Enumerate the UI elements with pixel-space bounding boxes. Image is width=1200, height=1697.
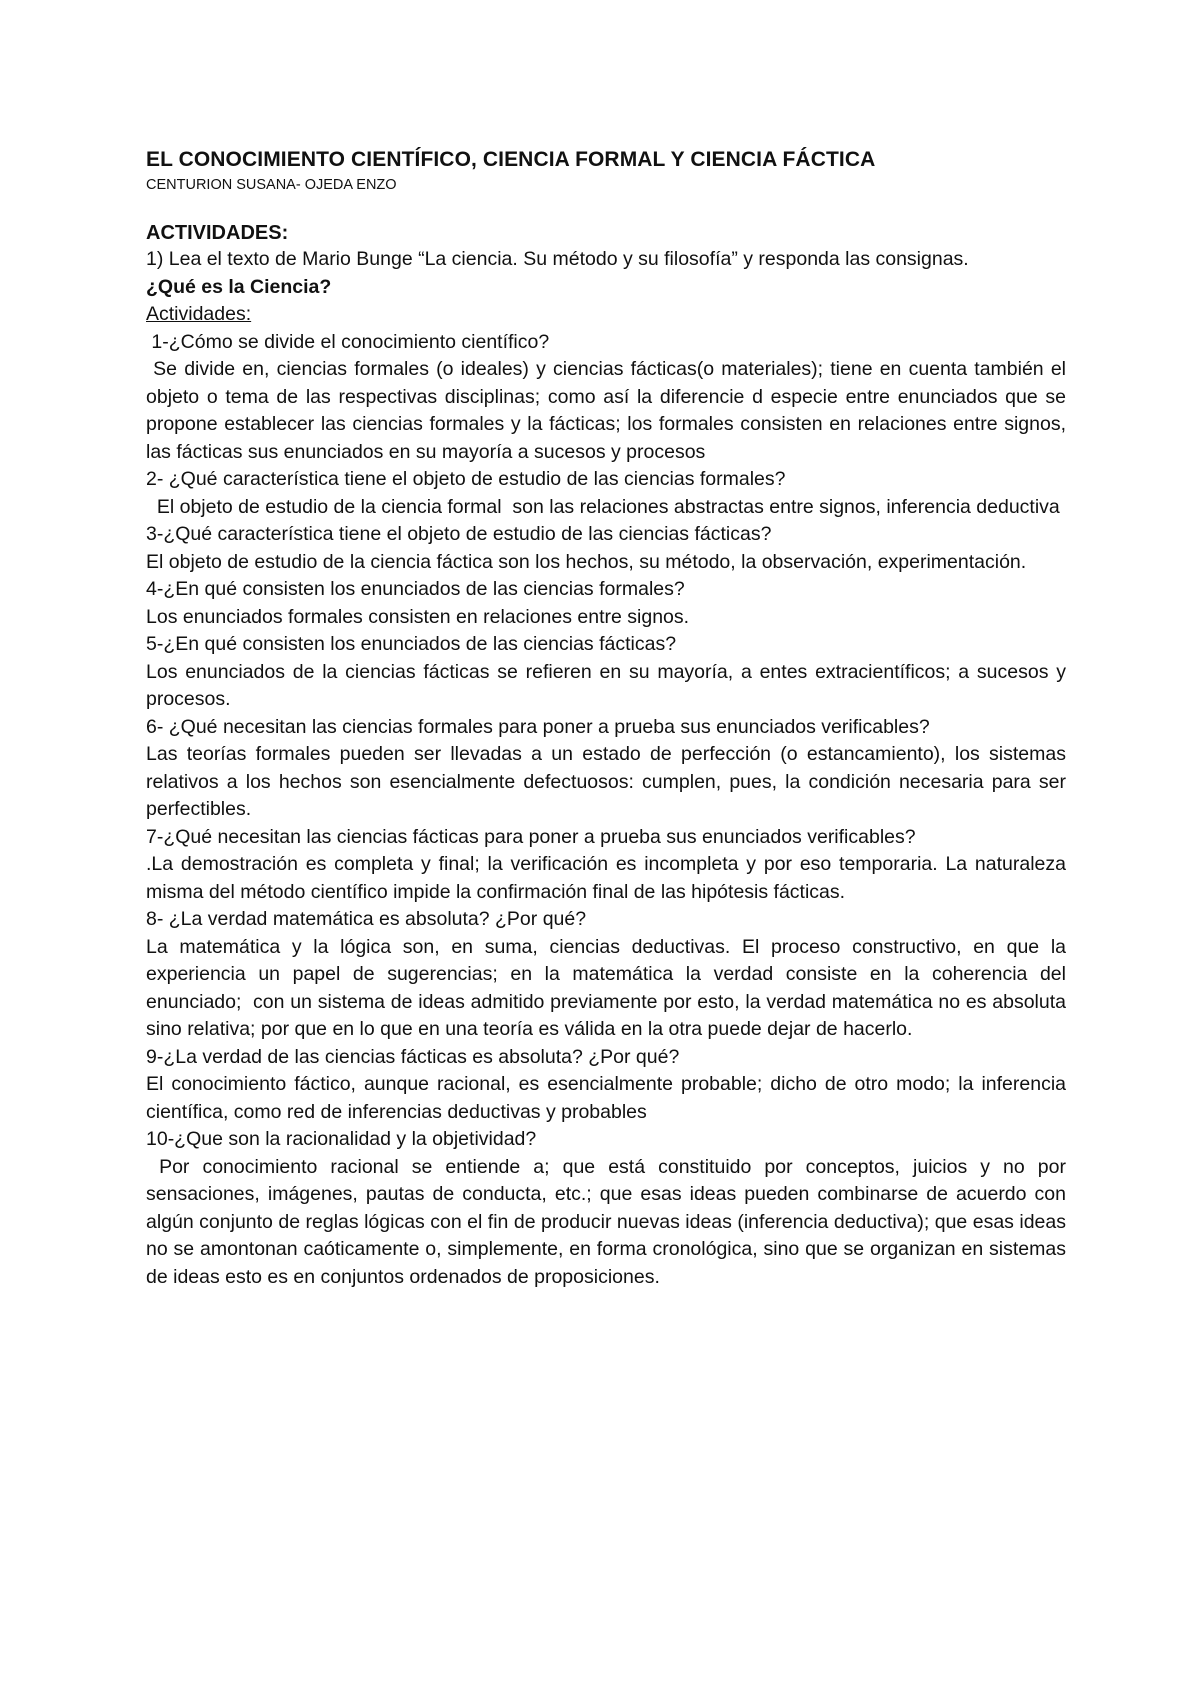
question-5: 5-¿En qué consisten los enunciados de las ciencias fácticas? (146, 633, 677, 655)
question-8: 8- ¿La verdad matemática es absoluta? ¿Por qué? (146, 908, 587, 930)
question-7: 7-¿Qué necesitan las ciencias fácticas para poner a prueba sus enunciados verificables? (146, 825, 916, 848)
answer-1: Se divide en, ciencias formales (o ideales) y ciencias fácticas(o materiales); tiene en cuenta también el objeto o tema de las respectivas disciplinas; como así la diferencie d especie entre enunciados que se propone establecer las ciencias formales y la fácticas; los formales consisten en relaciones entre signos, las fácticas sus enunciados en su mayoría a sucesos y procesos (146, 358, 1072, 463)
answer-7: .La demostración es completa y final; la verificación es incompleta y por eso temporaria. La naturaleza misma del método científico impide la confirmación final de las hipótesis fácticas. (146, 853, 1066, 903)
answer-4: Los enunciados formales consisten en relaciones entre signos. (146, 605, 690, 628)
question-2: 2- ¿Qué característica tiene el objeto de estudio de las ciencias formales? (146, 468, 786, 490)
answer-5: Los enunciados de la ciencias fácticas se refieren en su mayoría, a entes extracientíficos; a sucesos y procesos. (146, 660, 1066, 710)
qa-list (146, 329, 1072, 1292)
document-page (146, 147, 1072, 1291)
question-10: 10-¿Que son la racionalidad y la objetividad? (146, 1128, 537, 1150)
answer-8: La matemática y la lógica son, en suma, ciencias deductivas. El proceso constructivo, en que la experiencia un papel de sugerencias; en la matemática la verdad consiste en la coherencia del enunciado; con un sistema de ideas admitido previamente por esto, la verdad matemática no es absoluta sino relativa; por que en lo que en una teoría es válida en la otra puede dejar de hacerlo. (146, 935, 1072, 1040)
question-4: 4-¿En qué consisten los enunciados de las ciencias formales? (146, 578, 685, 600)
question-9: 9-¿La verdad de las ciencias fácticas es absoluta? ¿Por qué? (146, 1045, 680, 1068)
answer-9: El conocimiento fáctico, aunque racional, es esencialmente probable; dicho de otro modo; la inferencia científica, como red de inferencias deductivas y probables (146, 1073, 1066, 1123)
activities-subheading: Actividades: (146, 303, 252, 325)
answer-3: El objeto de estudio de la ciencia fáctica son los hechos, su método, la observación, experimentación. (146, 550, 1027, 573)
section-question-heading: ¿Qué es la Ciencia? (146, 275, 332, 298)
question-3: 3-¿Qué característica tiene el objeto de estudio de las ciencias fácticas? (146, 523, 772, 545)
question-6: 6- ¿Qué necesitan las ciencias formales para poner a prueba sus enunciados verificables? (146, 715, 930, 738)
instruction-paragraph: 1) Lea el texto de Mario Bunge “La ciencia. Su método y su filosofía” y responda las consignas. (146, 248, 969, 270)
activities-heading: ACTIVIDADES: (146, 222, 289, 244)
question-1: 1-¿Cómo se divide el conocimiento científico? (146, 330, 550, 353)
answer-10: Por conocimiento racional se entiende a; que está constituido por conceptos, juicios y no por sensaciones, imágenes, pautas de conducta, etc.; que esas ideas pueden combinarse de acuerdo con algún conjunto de reglas lógicas con el fin de producir nuevas ideas (inferencia deductiva); que esas ideas no se amontonan caóticamente o, simplemente, en forma cronológica, sino que se organizan en sistemas de ideas esto es en conjuntos ordenados de proposiciones. (146, 1155, 1072, 1288)
document-authors: CENTURION SUSANA- OJEDA ENZO (146, 177, 397, 193)
document-title: EL CONOCIMIENTO CIENTÍFICO, CIENCIA FORMAL Y CIENCIA FÁCTICA (146, 148, 876, 171)
answer-2: El objeto de estudio de la ciencia formal son las relaciones abstractas entre signos, inferencia deductiva (146, 495, 1060, 518)
answer-6: Las teorías formales pueden ser llevadas a un estado de perfección (o estancamiento), los sistemas relativos a los hechos son esencialmente defectuosos: cumplen, pues, la condición necesaria para ser perfectibles. (146, 743, 1066, 820)
